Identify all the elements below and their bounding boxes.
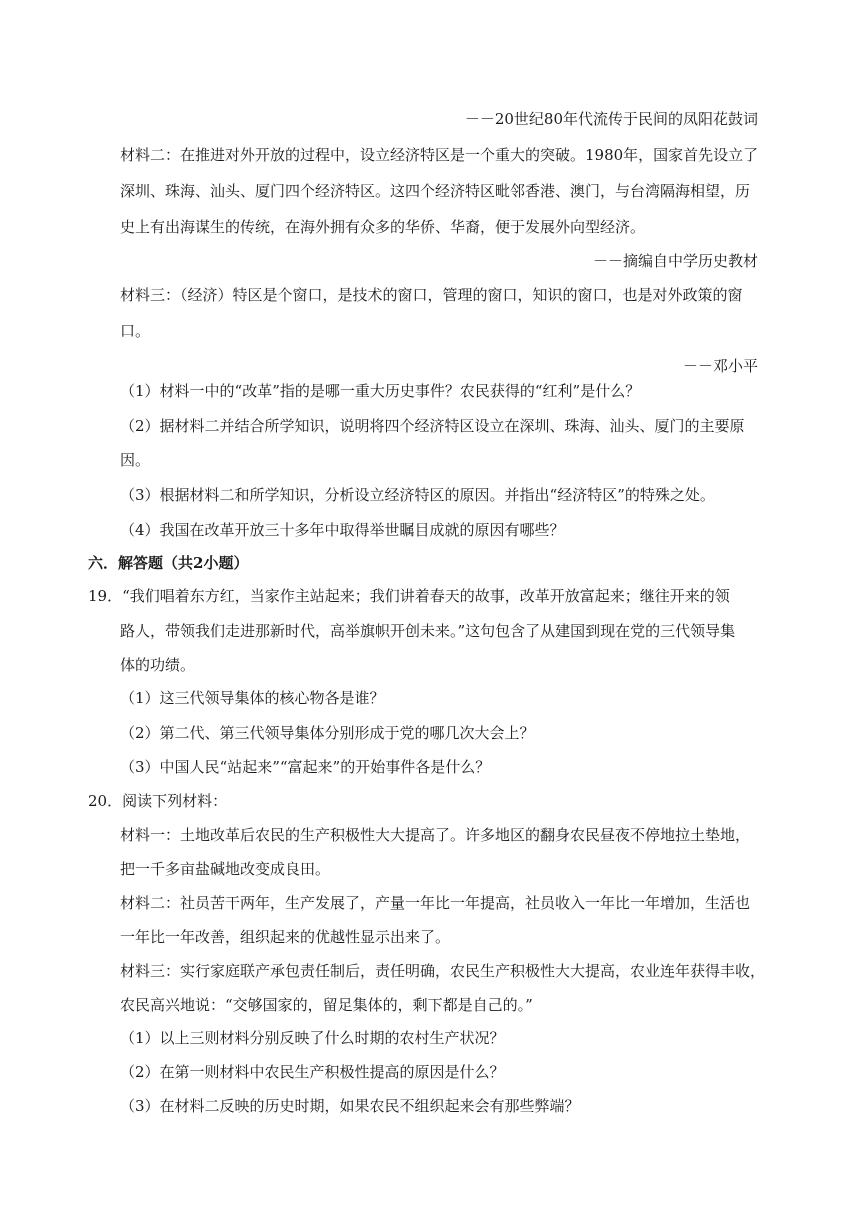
q19-subquestion-3: （3）中国人民“站起来”“富起来”的开始事件各是什么？ (120, 758, 491, 776)
q20-material-two-line-2: 一年比一年改善，组织起来的优越性显示出来了。 (120, 928, 451, 946)
source-attribution-1: －－20世纪80年代流传于民间的凤阳花鼓词 (464, 110, 758, 128)
source-attribution-3: －－邓小平 (682, 357, 758, 375)
material-two-line-1: 材料二：在推进对外开放的过程中，设立经济特区是一个重大的突破。1980年，国家首先设立了 (120, 146, 759, 164)
material-three-line-2: 口。 (120, 322, 151, 340)
q20-subquestion-1: （1）以上三则材料分别反映了什么时期的农村生产状况？ (120, 1029, 505, 1047)
q20-material-one-line-2: 把一千多亩盐碱地改变成良田。 (120, 860, 331, 878)
q19-subquestion-2: （2）第二代、第三代领导集体分别形成于党的哪几次大会上？ (120, 724, 535, 742)
material-two-line-3: 史上有出海谋生的传统，在海外拥有众多的华侨、华裔，便于发展外向型经济。 (120, 218, 646, 236)
q20-material-two-line-1: 材料二：社员苦干两年，生产发展了，产量一年比一年提高，社员收入一年比一年增加，生活也 (120, 894, 751, 912)
q19-stem-line-3: 体的功绩。 (120, 656, 196, 674)
q19-stem-line-1: 19．“我们唱着东方红，当家作主站起来；我们讲着春天的故事，改革开放富起来；继往开来的领 (88, 587, 730, 605)
material-three-line-1: 材料三：（经济）特区是个窗口，是技术的窗口，管理的窗口，知识的窗口，也是对外政策的窗 (120, 286, 743, 304)
source-attribution-2: －－摘编自中学历史教材 (592, 252, 758, 270)
q18-subquestion-2-line-2: 因。 (120, 451, 151, 469)
q18-subquestion-2-line-1: （2）据材料二并结合所学知识，说明将四个经济特区设立在深圳、珠海、汕头、厦门的主要原 (120, 417, 745, 435)
q19-stem-line-2: 路人，带领我们走进那新时代，高举旗帜开创未来。”这句包含了从建国到现在党的三代领导集 (120, 622, 736, 640)
q20-intro: 20．阅读下列材料： (88, 792, 228, 810)
q20-material-one-line-1: 材料一：土地改革后农民的生产积极性大大提高了。许多地区的翻身农民昼夜不停地拉土垫地， (120, 826, 751, 844)
q18-subquestion-3: （3）根据材料二和所学知识，分析设立经济特区的原因。并指出“经济特区”的特殊之处。 (120, 486, 715, 504)
q20-subquestion-2: （2）在第一则材料中农民生产积极性提高的原因是什么？ (120, 1063, 505, 1081)
material-two-line-2: 深圳、珠海、汕头、厦门四个经济特区。这四个经济特区毗邻香港、澳门，与台湾隔海相望，历 (120, 182, 751, 200)
q18-subquestion-1: （1）材料一中的“改革”指的是哪一重大历史事件？农民获得的“红利”是什么？ (120, 382, 641, 400)
section-heading: 六．解答题（共2小题） (88, 554, 249, 572)
q20-material-three-line-1: 材料三：实行家庭联产承包责任制后，责任明确，农民生产积极性大大提高，农业连年获得丰收， (120, 962, 766, 980)
q18-subquestion-4: （4）我国在改革开放三十多年中取得举世瞩目成就的原因有哪些？ (120, 521, 565, 539)
q19-subquestion-1: （1）这三代领导集体的核心物各是谁？ (120, 689, 385, 707)
q20-material-three-line-2: 农民高兴地说：“交够国家的，留足集体的，剩下都是自己的。” (120, 996, 533, 1014)
q20-subquestion-3: （3）在材料二反映的历史时期，如果农民不组织起来会有那些弊端？ (120, 1097, 580, 1115)
